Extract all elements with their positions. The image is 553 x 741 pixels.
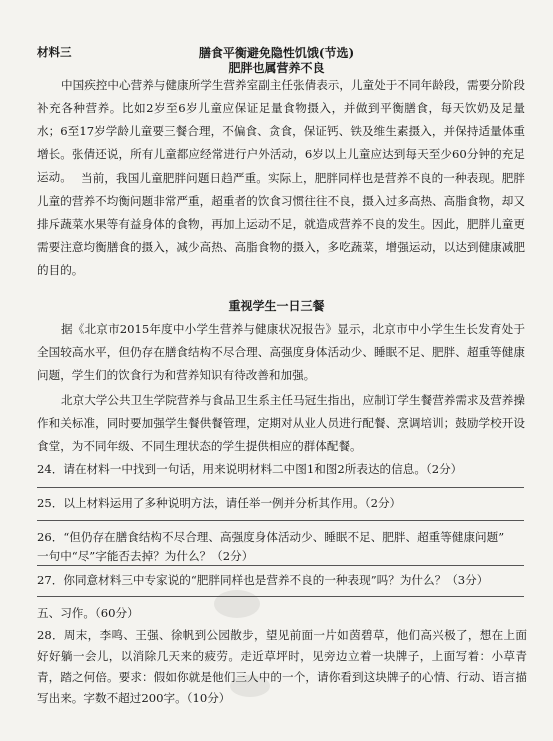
answer-line — [37, 565, 524, 566]
paragraph-1: 中国疾控中心营养与健康所学生营养室副主任张倩表示，儿童处于不同年龄段，需要分阶段补充各种营养。比如2岁至6岁儿童应保证足量食物摄入，并做到平衡膳食，每天饮奶及足量水；6至17岁学龄儿童要三餐合理，不偏食、贪食，保证钙、铁及维生素摄入，并保持适量体重增长。张倩还说，所有儿童都应经常进行户外活动，6岁以上儿童应达到每天至少60分钟的充足运动。 — [37, 78, 525, 185]
material-label: 材料三 — [37, 45, 72, 59]
answer-line — [37, 520, 524, 521]
article-subtitle: 肥胖也属营养不良 — [228, 61, 325, 75]
answer-line — [37, 596, 524, 597]
question-28: 28．周末，李鸣、王强、徐帆到公园散步，望见前面一片如茵碧草，他们高兴极了，想在上面好好躺一会儿，以消除几天来的疲劳。走近草坪时，见旁边立着一块牌子，上面写着：小草青青，踏之何倍。要求：假如你就是他们三人中的一个，请你看到这块牌子的心情、行动、语言描写出来。字数不超过200字。（10分） — [37, 628, 527, 705]
paragraph-4: 北京大学公共卫生学院营养与食品卫生系主任马冠生指出，应制订学生餐营养需求及营养操作和关标准，同时要加强学生餐供餐管理，定期对从业人员进行配餐、烹调培训；鼓励学校开设食堂，为不同年级、不同生理状态的学生提供相应的群体配餐。 — [37, 393, 525, 454]
question-25: 25．以上材料运用了多种说明方法，请任举一例并分析其作用。（2分） — [37, 496, 402, 510]
question-24: 24．请在材料一中找到一句话，用来说明材料二中图1和图2所表达的信息。（2分） — [37, 462, 463, 476]
article-title: 膳食平衡避免隐性饥饿(节选) — [198, 46, 355, 60]
paragraph-2: 当前，我国儿童肥胖问题日趋严重。实际上，肥胖同样也是营养不良的一种表现。肥胖儿童的营养不均衡问题非常严重，超重者的饮食习惯往往不良，摄入过多高热、高脂食物，却又排斥蔬菜水果等有益身体的食物，再加上运动不足，就造成营养不良的发生。因此，肥胖儿童更需要注意均衡膳食的摄入，减少高热、高脂食物的摄入，多吃蔬菜，增强运动，以达到健康减肥的目的。 — [37, 171, 525, 278]
question-27: 27．你同意材料三中专家说的“肥胖同样也是营养不良的一种表现”吗？为什么？（3分） — [37, 573, 489, 587]
question-26-line2: 一句中“尽”字能否去掉？为什么？（2分） — [37, 549, 254, 563]
question-26-line1: 26．“但仍存在膳食结构不尽合理、高强度身体活动少、睡眠不足、肥胖、超重等健康问题” — [37, 530, 505, 544]
section-5-heading: 五、习作。（60分） — [37, 606, 139, 620]
paragraph-3: 据《北京市2015年度中小学生营养与健康状况报告》显示，北京市中小学生生长发育处于全国较高水平，但仍存在膳食结构不尽合理、高强度身体活动少、睡眠不足、肥胖、超重等健康问题，学生们的饮食行为和营养知识有待改善和加强。 — [37, 322, 525, 383]
answer-line — [37, 487, 524, 488]
section-title: 重视学生一日三餐 — [228, 299, 325, 313]
